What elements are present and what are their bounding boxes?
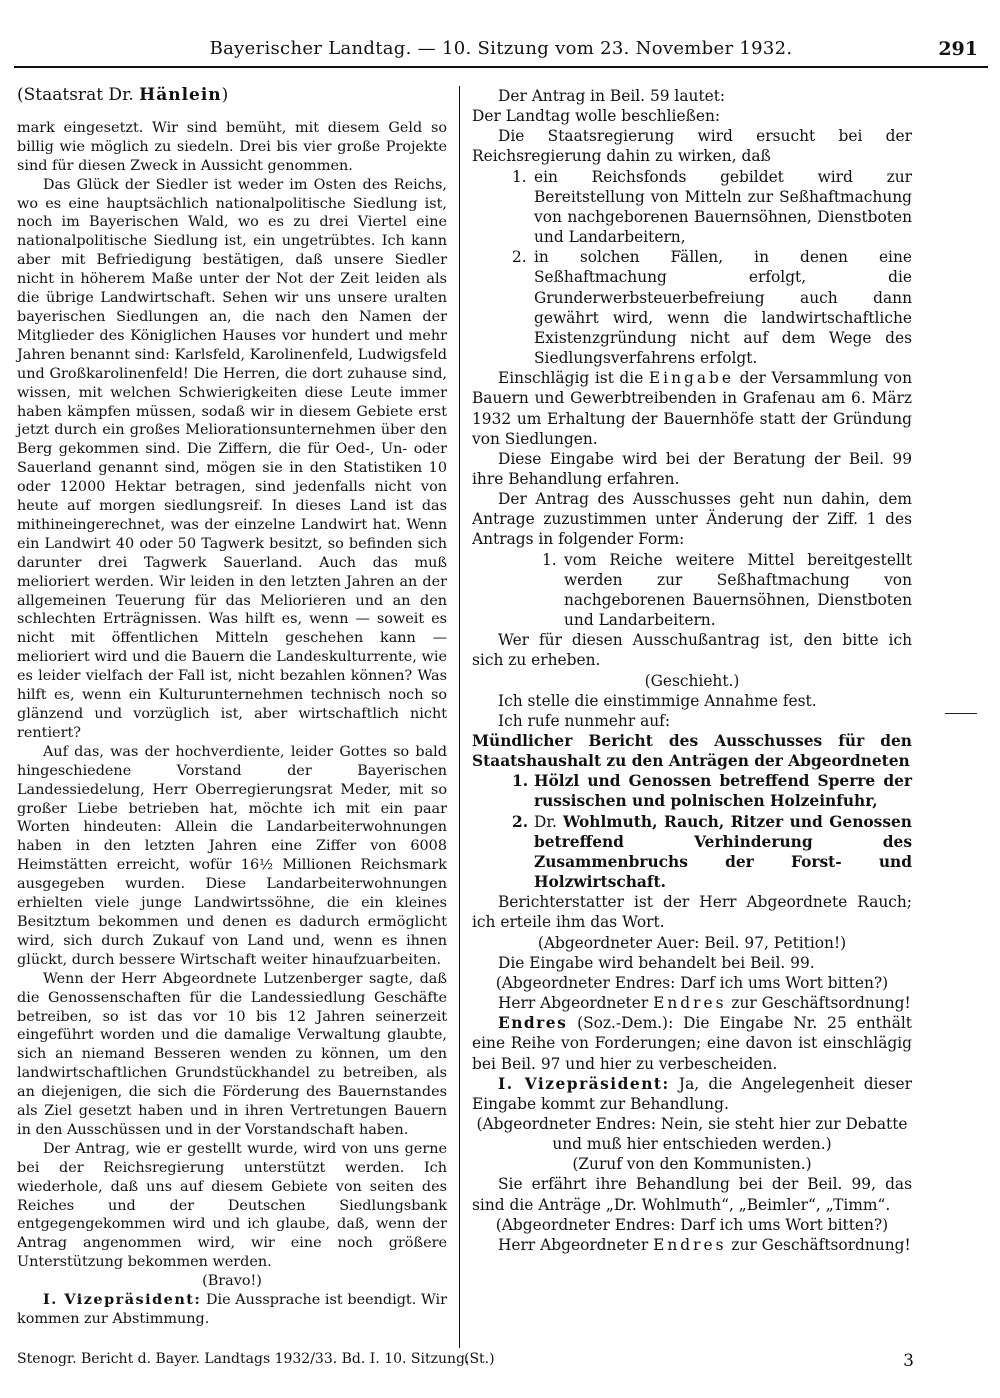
header-title: Bayerischer Landtag. — 10. Sitzung vom 23. November 1932.	[209, 38, 793, 59]
paragraph: Das Glück der Siedler ist weder im Osten des Reichs, wo es eine hauptsächlich nationalpolitische Siedlung ist, noch im Bayerischen Wald, wo es zu drei Viertel eine nationalpolitische Siedlung ist, ein ungetrübtes. Ich kann aber mit Befriedigung bestätigen, daß unsere Siedler nicht in höherem Maße unter der Not der Zeit leiden als die übrige Landwirtschaft. Sehen wir uns unsere uralten bayerischen Siedlungen an, die nach den Namen der Mitglieder des Königlichen Hauses vor hundert und mehr Jahren benannt sind: Karlsfeld, Karolinenfeld, Ludwigsfeld und Großkarolinenfeld! Die Herren, die dort zuhause sind, wissen, mit welchen Schwierigkeiten diese Leute immer haben kämpfen müssen, sodaß wir in diesem Gebiete erst jetzt durch ein großes Meliorationsunternehmen über den Berg gekommen sind. Die Ziffern, die für Oed-, Un- oder Sauerland genannt sind, mögen sie in den Statistiken 10 oder 12000 Hektar betragen, sind jedenfalls nicht von heute auf morgen siedlungsreif. In dieses Land ist das mithineingerechnet, was der einzelne Landwirt hat. Wenn ein Landwirt 40 oder 50 Tagwerk besitzt, so befinden sich darunter drei Tagwerk Sauerland. Auch das muß melioriert werden. Wir leiden in den letzten Jahren an der allgemeinen Teuerung für das Meliorieren und an den schlechten Erträgnissen. Was hilft es, wenn — soweit es nicht mit öffentlichen Mitteln geschehen kann — melioriert wird und die Bauern die Landeskulturrente, wie es leider vielfach der Fall ist, nicht bezahlen können? Was hilft es, wenn ein Kulturunternehmen technisch noch so glänzend und vorzüglich ist, aber wirtschaftlich nicht rentiert?	[17, 176, 447, 741]
text-part: Wohlmuth, Rauch, Ritzer und Genossen betreffend Verhinderung des Zusammenbruchs der Forst- und Holzwirtschaft.	[534, 812, 912, 892]
list-item	[542, 550, 912, 631]
list-text	[534, 812, 912, 893]
paragraph	[472, 1235, 912, 1255]
list-item	[512, 167, 912, 248]
interjection: (Bravo!)	[202, 1273, 262, 1290]
header-rule	[14, 66, 988, 68]
paragraph: Auf das, was der hochverdiente, leider Gottes so bald hingeschiedene Vorstand der Bayerischen Landessiedelung, Herr Oberregierungsrat Meder, mit so großer Liebe betrieben hat, möchte ich mit ein paar Worten hindeuten: Allein die Landarbeiterwohnungen haben in den letzten Jahren eine Ziffer von 6008 Heimstätten erreicht, wofür 16½ Millionen Reichsmark ausgegeben wurden. Diese Landarbeiterwohnungen erhielten viele junge Landwirtssöhne, die ein kleines Besitztum bekommen und denen es dadurch ermöglicht wird, sich durch Zukauf von Land und, wenn es ihnen glückt, durch bessere Wirtschaft weiter hinaufzuarbeiten.	[17, 743, 447, 968]
paragraph: Wenn der Herr Abgeordnete Lutzenberger sagte, daß die Genossenschaften für die Landessiedlung Geschäfte betreiben, so ist das vor 10 bis 12 Jahren seinerzeit eingeführt worden und die damalige Verwaltung glaubte, sich an niemand Besseren wenden zu können, um den landwirtschaftlichen Grundstückhandel zu betreiben, als an diejenigen, die sich die Förderung des Bauernstandes als Ziel gesetzt haben und in ihren Vertretungen Bauern in den Ausschüssen und in der Vorstandschaft haben.	[17, 970, 447, 1138]
text-part: zur Geschäftsordnung!	[726, 1235, 911, 1254]
speaker-name: I. Vizepräsident:	[43, 1291, 202, 1309]
interjection: (Abgeordneter Endres: Darf ich ums Wort bitten?)	[495, 1215, 889, 1234]
paragraph: Ich stelle die einstimmige Annahme fest.	[498, 691, 817, 710]
speaker-tag	[17, 86, 447, 105]
interjection: (Geschieht.)	[644, 671, 740, 690]
paragraph: Die Eingabe wird behandelt bei Beil. 99.	[498, 953, 815, 972]
interjection: (Zuruf von den Kommunisten.)	[572, 1155, 812, 1174]
list-item	[512, 771, 912, 811]
text-part: Herr Abgeordneter	[498, 1235, 654, 1254]
paragraph	[472, 993, 912, 1013]
list-number: 2.	[512, 812, 529, 831]
interjection: (Abgeordneter Auer: Beil. 97, Petition!)	[537, 933, 847, 952]
speaker-text: Die Eingabe Nr. 25 enthält eine Reihe von Forderungen; eine davon ist einschlägig bei Beil. 97 und hier zu verbescheiden.	[472, 1014, 912, 1073]
list-number: 2.	[512, 248, 527, 267]
paragraph: Wer für diesen Ausschußantrag ist, den bitte ich sich zu erheben.	[472, 631, 912, 670]
speaker-text: Die Aussprache ist beendigt. Wir kommen zur Abstimmung.	[17, 1292, 447, 1327]
paragraph: Berichterstatter ist der Herr Abgeordnete Rauch; ich erteile ihm das Wort.	[472, 893, 912, 932]
list-text: vom Reiche weitere Mittel bereitgestellt werden zur Seßhaftmachung von nachgeborenen Bauernsöhnen, Dienstboten und Landarbeitern.	[564, 550, 912, 630]
text-part: Einschlägig ist die	[498, 369, 649, 388]
speaker-tag-prefix: (Staatsrat Dr.	[17, 85, 140, 105]
list-item	[512, 812, 912, 893]
speaker-paragraph	[472, 1013, 912, 1073]
emphasis: Eingabe	[648, 369, 734, 388]
paragraph: Ich rufe nunmehr auf:	[498, 711, 671, 730]
emphasis: Endres	[653, 1235, 727, 1254]
list-item	[512, 247, 912, 368]
text-part: zur Geschäftsordnung!	[726, 994, 911, 1013]
text-part: Dr.	[534, 812, 563, 831]
agenda-heading: Mündlicher Bericht des Ausschusses für den Staatshaushalt zu den Anträgen der Abgeordneten	[472, 732, 912, 771]
paragraph: Sie erfährt ihre Behandlung bei der Beil. 99, das sind die Anträge „Dr. Wohlmuth“, „Beimler“, „Timm“.	[472, 1175, 912, 1214]
interjection: (Abgeordneter Endres: Nein, sie steht hier zur Debatte und muß hier entschieden werden.)	[476, 1114, 908, 1154]
paragraph: mark eingesetzt. Wir sind bemüht, mit diesem Geld so billig wie möglich zu siedeln. Drei bis vier große Projekte sind für diesen Zweck in Aussicht genommen.	[17, 119, 447, 174]
paragraph: Der Antrag, wie er gestellt wurde, wird von uns gerne bei der Reichsregierung unterstützt werden. Ich wiederhole, daß uns auf diesem Gebiete von seiten des Reiches und der Deutschen Siedlungsbank entgegengekommen wird und ich glaube, daß, wenn der Antrag angenommen wird, wir eine noch größere Unterstützung bekommen werden.	[17, 1140, 447, 1271]
motion-line: Der Landtag wolle beschließen:	[472, 107, 721, 126]
list-text: in solchen Fällen, in denen eine Seßhaftmachung erfolgt, die Grunderwerbsteuerbefreiung auch dann gewährt wird, wenn die landwirtschaftliche Existenzgründung nicht auf dem Wege des Siedlungsverfahrens erfolgt.	[534, 248, 912, 368]
running-header	[14, 38, 988, 68]
list-number: 1.	[542, 550, 557, 569]
motion-text: Die Staatsregierung wird ersucht bei der Reichsregierung dahin zu wirken, daß	[472, 127, 912, 166]
column-divider	[459, 86, 460, 1348]
list-number: 1.	[512, 167, 527, 186]
page-footer	[17, 1351, 984, 1375]
list-text: Hölzl und Genossen betreffend Sperre der russischen und polnischen Holzeinfuhr,	[534, 772, 912, 811]
interjection: (Abgeordneter Endres: Darf ich ums Wort bitten?)	[495, 973, 889, 992]
right-column	[472, 86, 912, 1255]
left-column	[17, 86, 447, 1329]
speaker-text: Ja, die Angelegenheit dieser Eingabe kommt zur Behandlung.	[472, 1074, 913, 1113]
text-part: Herr Abgeordneter	[498, 994, 654, 1013]
speaker-party: (Soz.-Dem.):	[567, 1014, 674, 1033]
speaker-paragraph	[17, 1291, 447, 1329]
footer-source: Stenogr. Bericht d. Bayer. Landtags 1932/33. Bd. I. 10. Sitzung.	[17, 1351, 470, 1367]
footer-signature: 3	[903, 1351, 914, 1371]
paragraph: Diese Eingabe wird bei der Beratung der Beil. 99 ihre Behandlung erfahren.	[472, 449, 912, 488]
list-text: ein Reichsfonds gebildet wird zur Bereitstellung von Mitteln zur Seßhaftmachung von nachgeborenen Bauernsöhnen, Dienstboten und Landarbeitern,	[534, 167, 912, 247]
speaker-paragraph	[472, 1074, 912, 1114]
text-part: der Versammlung von Bauern und Gewerbtreibenden in Grafenau am 6. März 1932 um Erhaltung der Bauernhöfe statt der Gründung von Siedlungen.	[472, 369, 912, 448]
footer-mark: (St.)	[464, 1351, 495, 1367]
paragraph: Der Antrag des Ausschusses geht nun dahin, dem Antrage zuzustimmen unter Änderung der Ziff. 1 des Antrags in folgender Form:	[472, 490, 912, 549]
speaker-tag-name: Hänlein	[139, 85, 222, 105]
speaker-name: Endres	[498, 1014, 568, 1033]
paragraph: Der Antrag in Beil. 59 lautet:	[498, 87, 726, 105]
emphasis: Endres	[653, 994, 727, 1013]
margin-mark: ⸺	[944, 700, 978, 724]
speaker-name: I. Vizepräsident:	[498, 1074, 670, 1093]
page-number: 291	[938, 38, 978, 60]
paragraph	[472, 368, 912, 449]
list-number: 1.	[512, 772, 529, 791]
speaker-tag-suffix: )	[221, 85, 229, 105]
